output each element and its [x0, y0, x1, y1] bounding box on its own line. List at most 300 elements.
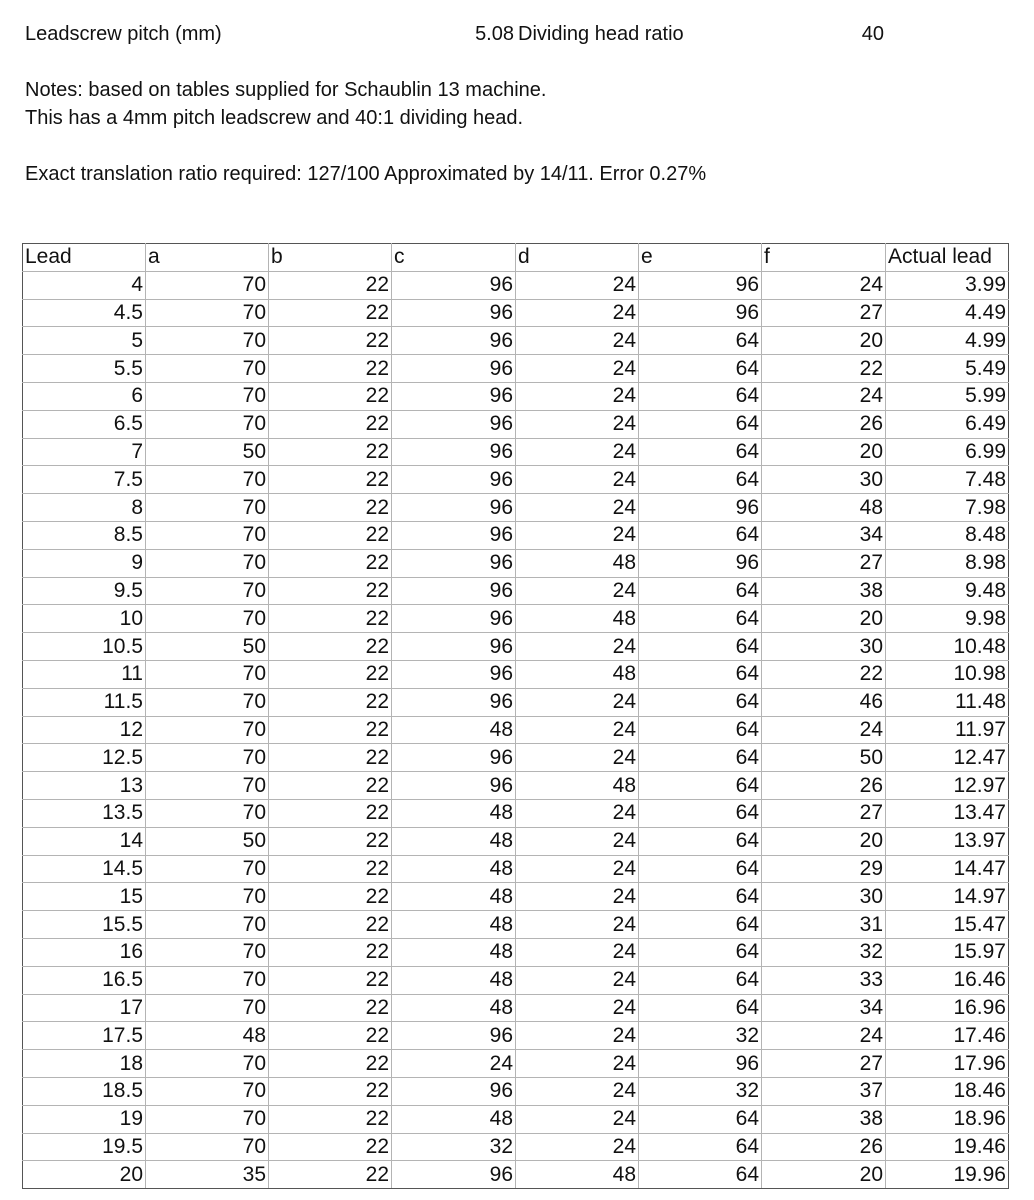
table-cell: 8.48	[886, 521, 1009, 549]
table-row	[23, 521, 1009, 549]
table-cell: 50	[762, 744, 886, 772]
table-cell: 64	[639, 772, 762, 800]
table-row	[23, 633, 1009, 661]
table-cell: 14.47	[886, 855, 1009, 883]
table-cell: 4	[23, 271, 146, 299]
table-cell: 24	[516, 299, 639, 327]
table-cell: 96	[392, 688, 516, 716]
table-cell: 7.98	[886, 494, 1009, 522]
table-cell: 14.97	[886, 883, 1009, 911]
table-cell: 24	[516, 1077, 639, 1105]
table-cell: 22	[269, 1077, 392, 1105]
table-cell: 22	[269, 355, 392, 383]
table-cell: 11.48	[886, 688, 1009, 716]
table-cell: 24	[516, 521, 639, 549]
table-cell: 70	[146, 549, 269, 577]
table-cell: 48	[762, 494, 886, 522]
table-cell: 70	[146, 1050, 269, 1078]
table-cell: 24	[516, 1050, 639, 1078]
table-cell: 96	[392, 299, 516, 327]
table-cell: 70	[146, 355, 269, 383]
table-cell: 96	[639, 299, 762, 327]
table-cell: 24	[516, 494, 639, 522]
table-cell: 24	[516, 938, 639, 966]
table-cell: 64	[639, 688, 762, 716]
table-cell: 15.5	[23, 911, 146, 939]
table-cell: 24	[516, 1022, 639, 1050]
table-cell: 24	[516, 744, 639, 772]
table-cell: 48	[516, 772, 639, 800]
table-cell: 17	[23, 994, 146, 1022]
table-cell: 24	[516, 799, 639, 827]
table-cell: 22	[269, 994, 392, 1022]
table-cell: 22	[269, 382, 392, 410]
table-row	[23, 1022, 1009, 1050]
table-cell: 12.97	[886, 772, 1009, 800]
table-cell: 64	[639, 827, 762, 855]
table-cell: 48	[392, 966, 516, 994]
table-row	[23, 1133, 1009, 1161]
table-cell: 30	[762, 466, 886, 494]
table-row	[23, 827, 1009, 855]
column-header: e	[639, 244, 762, 272]
table-cell: 11.5	[23, 688, 146, 716]
gear-table-body	[23, 271, 1009, 1188]
table-cell: 70	[146, 521, 269, 549]
table-cell: 24	[516, 855, 639, 883]
table-cell: 8.5	[23, 521, 146, 549]
table-cell: 70	[146, 855, 269, 883]
table-cell: 13.5	[23, 799, 146, 827]
table-cell: 24	[516, 466, 639, 494]
table-cell: 22	[269, 299, 392, 327]
table-cell: 96	[392, 660, 516, 688]
dividing-head-ratio-label: Dividing head ratio	[518, 23, 684, 45]
table-cell: 27	[762, 299, 886, 327]
table-cell: 24	[516, 577, 639, 605]
table-cell: 22	[269, 466, 392, 494]
table-row	[23, 410, 1009, 438]
table-cell: 64	[639, 660, 762, 688]
table-cell: 12	[23, 716, 146, 744]
table-cell: 24	[516, 438, 639, 466]
table-row	[23, 994, 1009, 1022]
table-row	[23, 271, 1009, 299]
note-line-2: This has a 4mm pitch leadscrew and 40:1 dividing head.	[25, 107, 524, 129]
table-cell: 64	[639, 744, 762, 772]
table-cell: 22	[269, 494, 392, 522]
table-cell: 96	[392, 271, 516, 299]
column-header: b	[269, 244, 392, 272]
table-cell: 24	[516, 271, 639, 299]
table-cell: 19.46	[886, 1133, 1009, 1161]
table-cell: 64	[639, 883, 762, 911]
table-cell: 31	[762, 911, 886, 939]
table-row	[23, 883, 1009, 911]
table-cell: 24	[762, 271, 886, 299]
table-cell: 20	[762, 1161, 886, 1189]
table-cell: 12.5	[23, 744, 146, 772]
table-cell: 6.49	[886, 410, 1009, 438]
table-cell: 70	[146, 466, 269, 494]
table-cell: 70	[146, 799, 269, 827]
table-cell: 64	[639, 994, 762, 1022]
table-cell: 26	[762, 772, 886, 800]
table-cell: 22	[269, 633, 392, 661]
table-cell: 8	[23, 494, 146, 522]
table-cell: 24	[516, 911, 639, 939]
table-cell: 64	[639, 355, 762, 383]
table-cell: 64	[639, 438, 762, 466]
table-cell: 96	[639, 1050, 762, 1078]
table-cell: 22	[269, 938, 392, 966]
table-cell: 48	[392, 716, 516, 744]
table-cell: 96	[639, 494, 762, 522]
table-cell: 48	[392, 938, 516, 966]
table-cell: 22	[269, 327, 392, 355]
table-cell: 48	[516, 660, 639, 688]
table-cell: 16.5	[23, 966, 146, 994]
table-cell: 5.5	[23, 355, 146, 383]
table-cell: 38	[762, 577, 886, 605]
table-cell: 16	[23, 938, 146, 966]
table-cell: 48	[392, 883, 516, 911]
table-cell: 96	[392, 772, 516, 800]
table-row	[23, 438, 1009, 466]
table-cell: 70	[146, 494, 269, 522]
table-cell: 64	[639, 605, 762, 633]
table-row	[23, 744, 1009, 772]
table-cell: 24	[516, 382, 639, 410]
gear-table	[22, 243, 1009, 1189]
table-cell: 13	[23, 772, 146, 800]
table-cell: 70	[146, 994, 269, 1022]
table-cell: 96	[392, 494, 516, 522]
table-cell: 6	[23, 382, 146, 410]
table-cell: 32	[762, 938, 886, 966]
column-header: Lead	[23, 244, 146, 272]
table-cell: 5	[23, 327, 146, 355]
table-row	[23, 799, 1009, 827]
table-cell: 27	[762, 1050, 886, 1078]
table-cell: 70	[146, 744, 269, 772]
table-cell: 20	[762, 605, 886, 633]
table-cell: 64	[639, 1161, 762, 1189]
table-cell: 70	[146, 660, 269, 688]
table-cell: 30	[762, 883, 886, 911]
table-cell: 48	[392, 827, 516, 855]
table-row	[23, 1050, 1009, 1078]
table-cell: 17.5	[23, 1022, 146, 1050]
table-cell: 96	[392, 521, 516, 549]
table-cell: 64	[639, 466, 762, 494]
table-cell: 22	[269, 271, 392, 299]
table-cell: 48	[392, 994, 516, 1022]
table-cell: 24	[516, 966, 639, 994]
table-cell: 50	[146, 438, 269, 466]
table-row	[23, 660, 1009, 688]
table-cell: 26	[762, 1133, 886, 1161]
table-cell: 96	[392, 410, 516, 438]
table-row	[23, 855, 1009, 883]
table-cell: 22	[269, 1022, 392, 1050]
table-cell: 22	[762, 660, 886, 688]
table-cell: 5.99	[886, 382, 1009, 410]
table-cell: 15	[23, 883, 146, 911]
table-cell: 48	[392, 855, 516, 883]
table-cell: 9	[23, 549, 146, 577]
table-cell: 14.5	[23, 855, 146, 883]
table-cell: 22	[269, 716, 392, 744]
column-header: c	[392, 244, 516, 272]
table-cell: 24	[516, 327, 639, 355]
table-cell: 64	[639, 911, 762, 939]
table-cell: 11.97	[886, 716, 1009, 744]
table-row	[23, 605, 1009, 633]
table-cell: 22	[269, 410, 392, 438]
table-cell: 64	[639, 1105, 762, 1133]
table-cell: 3.99	[886, 271, 1009, 299]
table-cell: 18.46	[886, 1077, 1009, 1105]
table-cell: 96	[639, 271, 762, 299]
column-header: a	[146, 244, 269, 272]
table-row	[23, 1161, 1009, 1189]
table-row	[23, 382, 1009, 410]
table-cell: 48	[392, 911, 516, 939]
table-cell: 22	[269, 1161, 392, 1189]
table-cell: 32	[639, 1022, 762, 1050]
table-cell: 22	[269, 688, 392, 716]
table-cell: 96	[392, 605, 516, 633]
translation-ratio-note: Exact translation ratio required: 127/100 Approximated by 14/11. Error 0.27%	[25, 163, 707, 185]
table-row	[23, 911, 1009, 939]
table-cell: 96	[392, 355, 516, 383]
table-cell: 19.96	[886, 1161, 1009, 1189]
table-cell: 24	[516, 633, 639, 661]
table-cell: 12.47	[886, 744, 1009, 772]
table-cell: 70	[146, 1105, 269, 1133]
table-cell: 24	[516, 994, 639, 1022]
table-row	[23, 688, 1009, 716]
table-cell: 96	[392, 577, 516, 605]
table-cell: 22	[269, 883, 392, 911]
table-cell: 15.97	[886, 938, 1009, 966]
table-cell: 27	[762, 799, 886, 827]
table-cell: 22	[269, 772, 392, 800]
column-header: d	[516, 244, 639, 272]
column-header: Actual lead	[886, 244, 1009, 272]
table-cell: 19	[23, 1105, 146, 1133]
table-cell: 24	[516, 1105, 639, 1133]
table-cell: 22	[269, 438, 392, 466]
table-cell: 22	[269, 1050, 392, 1078]
table-cell: 14	[23, 827, 146, 855]
table-cell: 22	[269, 855, 392, 883]
table-cell: 70	[146, 938, 269, 966]
table-cell: 24	[516, 883, 639, 911]
table-cell: 96	[392, 744, 516, 772]
table-cell: 35	[146, 1161, 269, 1189]
table-cell: 38	[762, 1105, 886, 1133]
table-cell: 64	[639, 1133, 762, 1161]
table-cell: 70	[146, 299, 269, 327]
table-cell: 70	[146, 911, 269, 939]
table-cell: 22	[269, 605, 392, 633]
table-cell: 96	[392, 466, 516, 494]
table-cell: 6.5	[23, 410, 146, 438]
table-cell: 17.46	[886, 1022, 1009, 1050]
table-cell: 6.99	[886, 438, 1009, 466]
table-cell: 24	[516, 1133, 639, 1161]
table-cell: 9.48	[886, 577, 1009, 605]
table-cell: 4.5	[23, 299, 146, 327]
table-cell: 18.5	[23, 1077, 146, 1105]
table-cell: 48	[392, 799, 516, 827]
table-row	[23, 716, 1009, 744]
note-line-1: Notes: based on tables supplied for Schaublin 13 machine.	[25, 79, 547, 101]
table-cell: 96	[392, 327, 516, 355]
table-cell: 33	[762, 966, 886, 994]
table-cell: 22	[269, 549, 392, 577]
table-cell: 22	[269, 911, 392, 939]
table-cell: 11	[23, 660, 146, 688]
table-cell: 22	[762, 355, 886, 383]
dividing-head-ratio-value: 40	[861, 23, 884, 45]
table-cell: 70	[146, 577, 269, 605]
table-cell: 18	[23, 1050, 146, 1078]
table-cell: 24	[516, 827, 639, 855]
table-cell: 64	[639, 855, 762, 883]
leadscrew-pitch-value: 5.08	[475, 23, 514, 45]
table-cell: 96	[639, 549, 762, 577]
table-row	[23, 355, 1009, 383]
table-cell: 24	[516, 410, 639, 438]
table-cell: 70	[146, 772, 269, 800]
table-cell: 13.47	[886, 799, 1009, 827]
table-cell: 70	[146, 716, 269, 744]
table-cell: 96	[392, 382, 516, 410]
table-cell: 9.5	[23, 577, 146, 605]
table-cell: 22	[269, 827, 392, 855]
table-cell: 18.96	[886, 1105, 1009, 1133]
table-cell: 13.97	[886, 827, 1009, 855]
table-cell: 70	[146, 605, 269, 633]
table-cell: 34	[762, 994, 886, 1022]
table-cell: 20	[23, 1161, 146, 1189]
table-cell: 20	[762, 327, 886, 355]
table-cell: 22	[269, 660, 392, 688]
table-cell: 96	[392, 549, 516, 577]
table-cell: 22	[269, 799, 392, 827]
table-cell: 22	[269, 577, 392, 605]
table-cell: 20	[762, 438, 886, 466]
table-cell: 64	[639, 410, 762, 438]
table-row	[23, 549, 1009, 577]
table-cell: 50	[146, 633, 269, 661]
table-cell: 22	[269, 521, 392, 549]
table-cell: 10.98	[886, 660, 1009, 688]
table-cell: 48	[516, 1161, 639, 1189]
table-cell: 9.98	[886, 605, 1009, 633]
table-cell: 20	[762, 827, 886, 855]
leadscrew-pitch-label: Leadscrew pitch (mm)	[25, 23, 222, 45]
table-cell: 17.96	[886, 1050, 1009, 1078]
table-cell: 96	[392, 1161, 516, 1189]
table-cell: 22	[269, 744, 392, 772]
table-cell: 10.48	[886, 633, 1009, 661]
table-cell: 70	[146, 271, 269, 299]
table-cell: 7.48	[886, 466, 1009, 494]
table-cell: 32	[639, 1077, 762, 1105]
table-cell: 64	[639, 327, 762, 355]
table-cell: 24	[516, 688, 639, 716]
table-header-row	[23, 244, 1009, 272]
table-cell: 24	[762, 716, 886, 744]
table-row	[23, 327, 1009, 355]
table-cell: 27	[762, 549, 886, 577]
table-cell: 15.47	[886, 911, 1009, 939]
table-cell: 48	[392, 1105, 516, 1133]
table-cell: 30	[762, 633, 886, 661]
table-cell: 64	[639, 716, 762, 744]
table-cell: 46	[762, 688, 886, 716]
table-cell: 48	[516, 549, 639, 577]
table-cell: 96	[392, 1077, 516, 1105]
table-row	[23, 772, 1009, 800]
table-cell: 32	[392, 1133, 516, 1161]
table-cell: 22	[269, 1133, 392, 1161]
table-cell: 48	[146, 1022, 269, 1050]
table-cell: 64	[639, 799, 762, 827]
table-cell: 4.99	[886, 327, 1009, 355]
table-cell: 8.98	[886, 549, 1009, 577]
table-cell: 7.5	[23, 466, 146, 494]
table-row	[23, 938, 1009, 966]
table-cell: 10.5	[23, 633, 146, 661]
table-cell: 10	[23, 605, 146, 633]
table-cell: 24	[392, 1050, 516, 1078]
table-cell: 37	[762, 1077, 886, 1105]
table-cell: 96	[392, 633, 516, 661]
table-cell: 70	[146, 382, 269, 410]
table-cell: 64	[639, 938, 762, 966]
table-cell: 24	[762, 382, 886, 410]
table-cell: 70	[146, 1133, 269, 1161]
table-row	[23, 299, 1009, 327]
table-cell: 5.49	[886, 355, 1009, 383]
table-cell: 29	[762, 855, 886, 883]
table-cell: 48	[516, 605, 639, 633]
table-cell: 7	[23, 438, 146, 466]
table-cell: 96	[392, 438, 516, 466]
table-cell: 16.96	[886, 994, 1009, 1022]
table-cell: 34	[762, 521, 886, 549]
table-cell: 70	[146, 410, 269, 438]
table-cell: 70	[146, 883, 269, 911]
table-cell: 64	[639, 577, 762, 605]
table-row	[23, 1077, 1009, 1105]
table-cell: 64	[639, 521, 762, 549]
table-cell: 22	[269, 1105, 392, 1133]
table-cell: 64	[639, 382, 762, 410]
table-cell: 22	[269, 966, 392, 994]
table-cell: 4.49	[886, 299, 1009, 327]
table-cell: 96	[392, 1022, 516, 1050]
table-row	[23, 966, 1009, 994]
table-cell: 26	[762, 410, 886, 438]
table-cell: 70	[146, 688, 269, 716]
table-cell: 70	[146, 327, 269, 355]
